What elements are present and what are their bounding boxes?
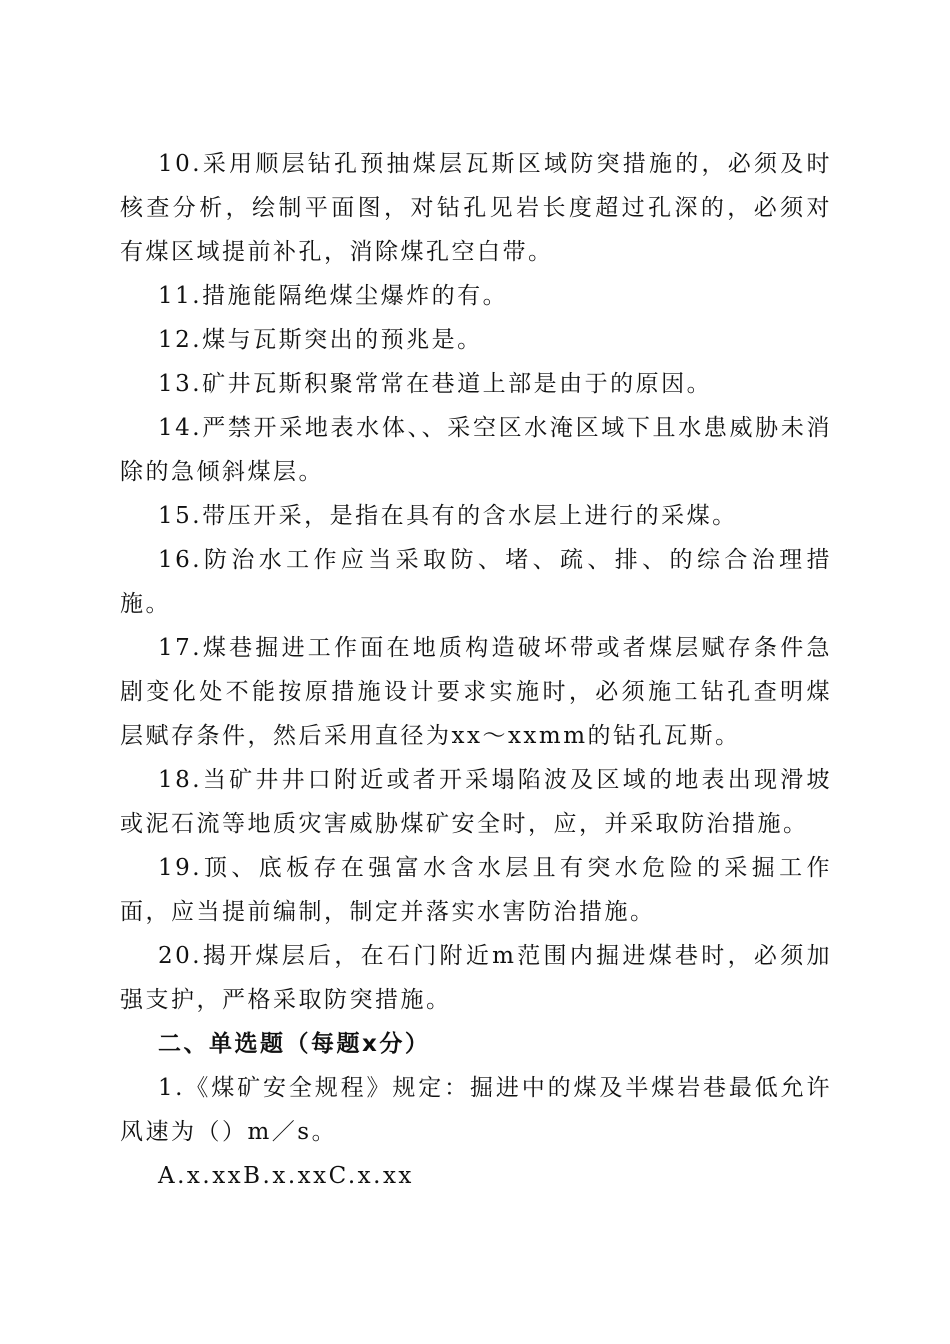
paragraph-item-15: 15.带压开采，是指在具有的含水层上进行的采煤。 xyxy=(158,503,738,529)
paragraph-item-10: 10.采用顺层钻孔预抽煤层瓦斯区域防突措施的，必须及时核查分析，绘制平面图，对钻孔见岩长度超过孔深的，必须对有煤区域提前补孔，消除煤孔空白带。 xyxy=(120,151,832,265)
paragraph-item-12: 12.煤与瓦斯突出的预兆是。 xyxy=(158,327,483,353)
paragraph-item-16: 16.防治水工作应当采取防、堵、疏、排、的综合治理措施。 xyxy=(120,547,832,617)
paragraph-item-20: 20.揭开煤层后，在石门附近m范围内掘进煤巷时，必须加强支护，严格采取防突措施。 xyxy=(120,943,832,1013)
paragraph-item-18: 18.当矿井井口附近或者开采塌陷波及区域的地表出现滑坡或泥石流等地质灾害威胁煤矿安全时，应，并采取防治措施。 xyxy=(120,767,832,837)
document-body xyxy=(120,142,832,1198)
paragraph-item-14: 14.严禁开采地表水体、、采空区水淹区域下且水患威胁未消除的急倾斜煤层。 xyxy=(120,415,832,485)
paragraph-item-13: 13.矿井瓦斯积聚常常在巷道上部是由于的原因。 xyxy=(158,371,713,397)
question-1: 1.《煤矿安全规程》规定：掘进中的煤及半煤岩巷最低允许风速为（）m／s。 xyxy=(120,1075,832,1145)
section-heading: 二、单选题（每题x分） xyxy=(158,1031,431,1057)
paragraph-item-17: 17.煤巷掘进工作面在地质构造破坏带或者煤层赋存条件急剧变化处不能按原措施设计要求实施时，必须施工钻孔查明煤层赋存条件，然后采用直径为xx～xxmm的钻孔瓦斯。 xyxy=(120,635,832,749)
paragraph-item-19: 19.顶、底板存在强富水含水层且有突水危险的采掘工作面，应当提前编制，制定并落实水害防治措施。 xyxy=(120,855,832,925)
paragraph-item-11: 11.措施能隔绝煤尘爆炸的有。 xyxy=(158,283,509,309)
question-1-options: A.x.xxB.x.xxC.x.xx xyxy=(158,1163,414,1189)
